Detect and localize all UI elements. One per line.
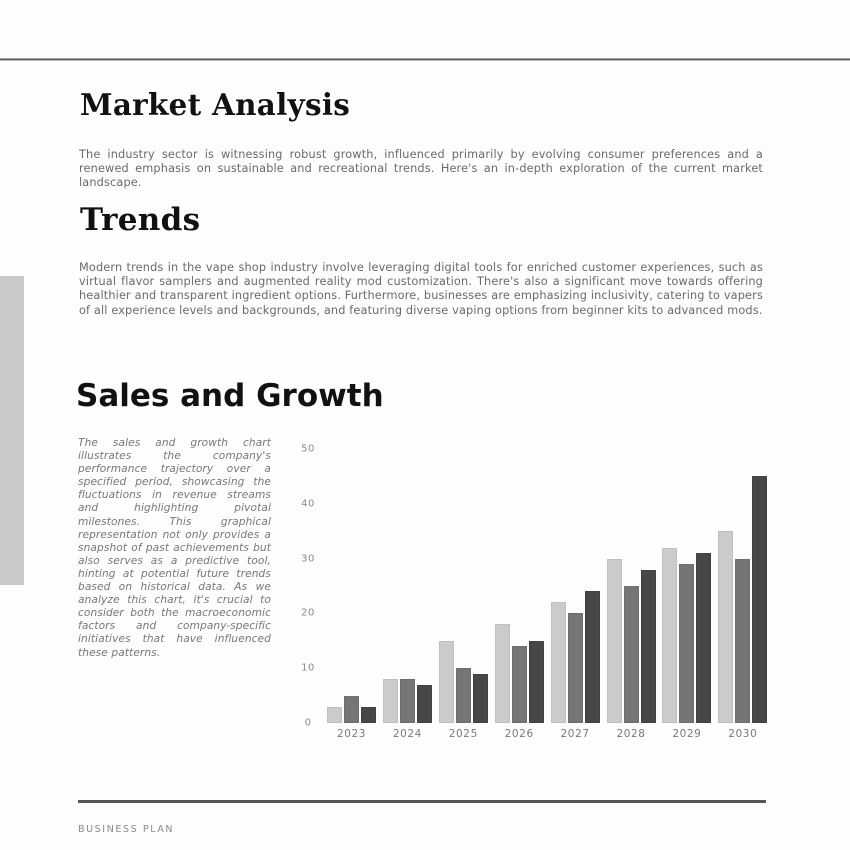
bar [607,559,622,723]
y-tick-label: 10 [301,662,315,674]
sales-growth-heading: Sales and Growth [76,378,384,414]
bar [568,613,583,723]
x-tick-label: 2030 [728,728,758,740]
bar-group-2030 [718,449,767,723]
chart-plot-area [327,449,773,723]
bar [718,531,733,723]
bar [752,476,767,723]
x-tick-label: 2028 [616,728,646,740]
bar [383,679,398,723]
bar-group-2025 [439,449,488,723]
footer-label: BUSINESS PLAN [78,824,175,835]
bar [439,641,454,723]
market-analysis-heading: Market Analysis [80,88,351,123]
x-tick-label: 2024 [392,728,422,740]
x-tick-label: 2025 [448,728,478,740]
side-accent-bar [0,276,24,585]
x-tick-label: 2026 [504,728,534,740]
bar-group-2027 [551,449,600,723]
bar [735,559,750,723]
bar [529,641,544,723]
bottom-divider [78,800,766,803]
bar [624,586,639,723]
y-tick-label: 0 [304,717,312,729]
bar-group-2023 [327,449,376,723]
bar [662,548,677,723]
trends-heading: Trends [80,202,201,238]
trends-paragraph: Modern trends in the vape shop industry involve leveraging digital tools for enriched customer experiences, such as virtual flavor samplers and augmented reality mod customization. There's also a significant move towards offering healthier and transparent ingredient options. Furthermore, businesses are emphasizing inclusivity, catering to vapers of all experience levels and backgrounds, and featuring diverse vaping options from beginner kits to advanced mods. [79,261,763,317]
x-tick-label: 2023 [336,728,367,740]
y-tick-label: 20 [301,607,315,619]
x-tick-label: 2029 [672,728,702,740]
sales-growth-paragraph: The sales and growth chart illustrates the company's performance trajectory over a specified period, showcasing the fluctuations in revenue streams and highlighting pivotal milestones. This graphical representation not only provides a snapshot of past achievements but also serves as a predictive tool, hinting at potential future trends based on historical data. As we analyze this chart, it's crucial to consider both the macroeconomic factors and company-specific initiatives that have influenced these patterns. [78,437,271,659]
bar [679,564,694,723]
bar-group-2024 [383,449,432,723]
bar [551,602,566,723]
bar [327,707,342,723]
bar-group-2028 [607,449,656,723]
market-analysis-paragraph: The industry sector is witnessing robust growth, influenced primarily by evolving consumer preferences and a renewed emphasis on sustainable and recreational trends. Here's an in-depth exploration of the current market landscape. [79,148,763,190]
bar-group-2029 [662,449,711,723]
x-tick-label: 2027 [560,728,590,740]
bar-group-2026 [495,449,544,723]
bar [696,553,711,723]
bar [512,646,527,723]
sales-growth-bar-chart [290,440,780,750]
y-tick-label: 50 [301,443,315,455]
bar [456,668,471,723]
bar [361,707,376,723]
bar [400,679,415,723]
bar [495,624,510,723]
bar [585,591,600,723]
y-tick-label: 30 [301,553,315,565]
y-tick-label: 40 [301,498,315,510]
bar [344,696,359,723]
bar [641,570,656,723]
bar [417,685,432,723]
bar [473,674,488,723]
top-divider [0,58,850,61]
